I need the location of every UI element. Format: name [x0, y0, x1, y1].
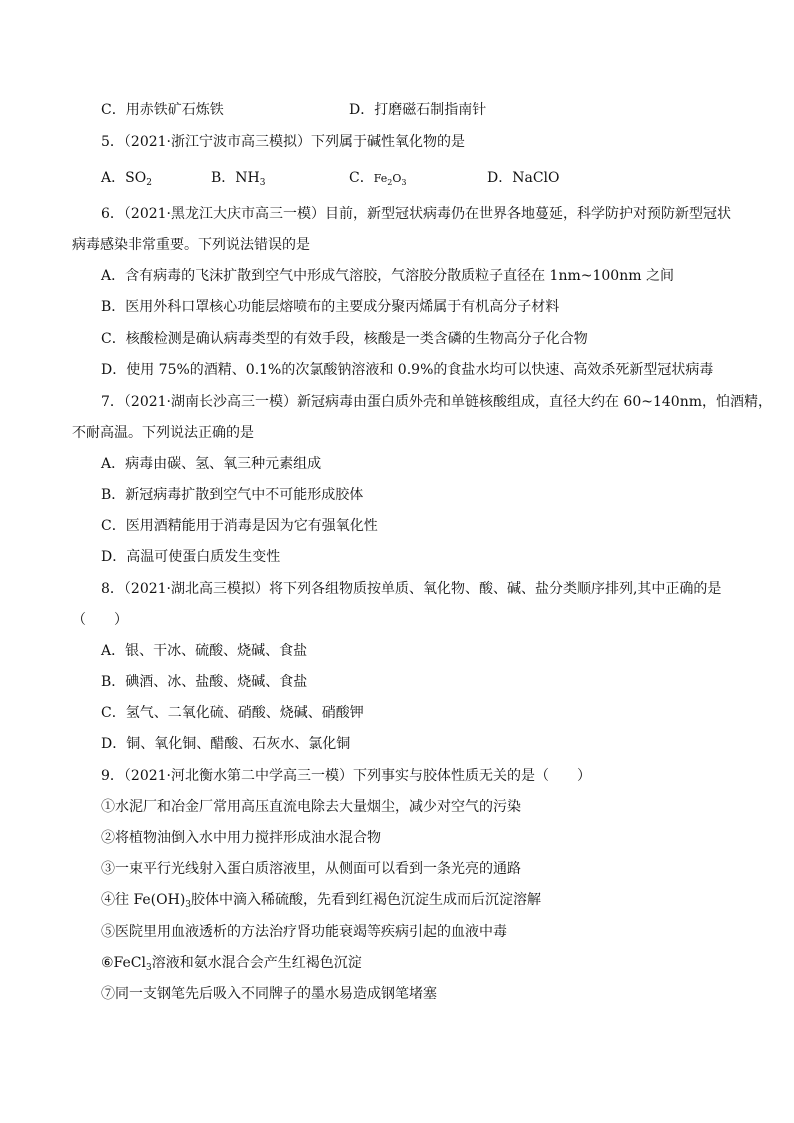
- q9-item-5: ⑤医院里用血液透析的方法治疗肾功能衰竭等疾病引起的血液中毒: [101, 924, 507, 940]
- q5-stem: 5．（2021·浙江宁波市高三模拟）下列属于碱性氧化物的是: [101, 134, 465, 150]
- q5-option-d: D．NaClO: [487, 170, 560, 186]
- q5-option-a: [101, 169, 152, 192]
- q5-option-a-formula: SO: [125, 170, 147, 186]
- q9-item-4-pre: ④往 Fe(OH): [101, 892, 186, 908]
- q5-option-c-sub-1: 2: [387, 178, 393, 187]
- q8-option-a: A．银、干冰、硫酸、烧碱、食盐: [101, 643, 308, 659]
- q5-option-c-formula-2: O: [392, 172, 402, 185]
- q8-stem-line-1: 8．（2021·湖北高三模拟）将下列各组物质按单质、氧化物、酸、碱、盐分类顺序排列,其中正确的是: [101, 581, 722, 597]
- q6-stem-line-2: 病毒感染非常重要。下列说法错误的是: [72, 237, 310, 253]
- q4-option-d: D．打磨磁石制指南针: [349, 102, 487, 118]
- q5-option-b: [211, 169, 266, 192]
- q5-option-b-sub: 3: [259, 178, 266, 188]
- q5-option-b-label: B．: [211, 170, 236, 186]
- q9-stem: 9．（2021·河北衡水第二中学高三一模）下列事实与胶体性质无关的是（ ）: [101, 768, 591, 784]
- q7-option-d: D．高温可使蛋白质发生变性: [101, 549, 281, 565]
- q4-option-c: C．用赤铁矿石炼铁: [101, 102, 224, 118]
- q6-option-a: A．含有病毒的飞沫扩散到空气中形成气溶胶，气溶胶分散质粒子直径在 1nm~100nm 之间: [101, 268, 674, 284]
- q9-item-3: ③一束平行光线射入蛋白质溶液里，从侧面可以看到一条光亮的通路: [101, 861, 521, 877]
- q5-option-a-label: A．: [101, 170, 126, 186]
- q9-item-6: [101, 954, 362, 977]
- q9-item-4-post: 胶体中滴入稀硫酸，先看到红褐色沉淀生成而后沉淀溶解: [191, 892, 542, 908]
- q9-item-4-sub: 3: [185, 900, 192, 910]
- q8-option-c: C．氢气、二氧化硫、硝酸、烧碱、硝酸钾: [101, 705, 364, 721]
- q5-option-c-label: C．: [349, 170, 374, 186]
- q9-item-7: ⑦同一支钢笔先后吸入不同牌子的墨水易造成钢笔堵塞: [101, 986, 437, 1002]
- q7-option-c: C．医用酒精能用于消毒是因为它有强氧化性: [101, 518, 378, 534]
- q6-option-c: C．核酸检测是确认病毒类型的有效手段，核酸是一类含磷的生物高分子化合物: [101, 331, 588, 347]
- q5-option-b-formula: NH: [235, 170, 260, 186]
- q8-stem-line-2: （ ）: [72, 612, 128, 628]
- q8-option-b: B．碘酒、冰、盐酸、烧碱、食盐: [101, 674, 308, 690]
- q5-option-a-sub: 2: [146, 178, 152, 188]
- q6-stem-line-1: 6．（2021·黑龙江大庆市高三一模）目前，新型冠状病毒仍在世界各地蔓延，科学防护对预防新型冠状: [101, 206, 731, 222]
- q7-stem-line-1: 7．（2021·湖南长沙高三一模）新冠病毒由蛋白质外壳和单链核酸组成，直径大约在 60~140nm，怕酒精，: [101, 394, 772, 410]
- q9-item-6-sub: 3: [145, 963, 152, 973]
- q9-item-6-post: 溶液和氨水混合会产生红褐色沉淀: [151, 955, 362, 971]
- q7-option-b: B．新冠病毒扩散到空气中不可能形成胶体: [101, 487, 364, 503]
- q7-option-a: A．病毒由碳、氢、氧三种元素组成: [101, 456, 322, 472]
- q5-option-c: [349, 169, 406, 192]
- q9-item-6-pre: ⑥FeCl: [101, 955, 146, 971]
- q6-option-d: D．使用 75%的酒精、0.1%的次氯酸钠溶液和 0.9%的食盐水均可以快速、高效杀死新型冠状病毒: [101, 362, 714, 378]
- q8-option-d: D．铜、氧化铜、醋酸、石灰水、氯化铜: [101, 736, 351, 752]
- q5-option-c-formula-1: Fe: [373, 172, 388, 185]
- q9-item-1: ①水泥厂和冶金厂常用高压直流电除去大量烟尘，减少对空气的污染: [101, 799, 521, 815]
- q9-item-2: ②将植物油倒入水中用力搅拌形成油水混合物: [101, 830, 381, 846]
- q7-stem-line-2: 不耐高温。下列说法正确的是: [72, 425, 254, 441]
- q9-item-4: [101, 891, 541, 914]
- q5-option-c-sub-2: 3: [401, 178, 407, 187]
- q6-option-b: B．医用外科口罩核心功能层熔喷布的主要成分聚丙烯属于有机高分子材料: [101, 299, 560, 315]
